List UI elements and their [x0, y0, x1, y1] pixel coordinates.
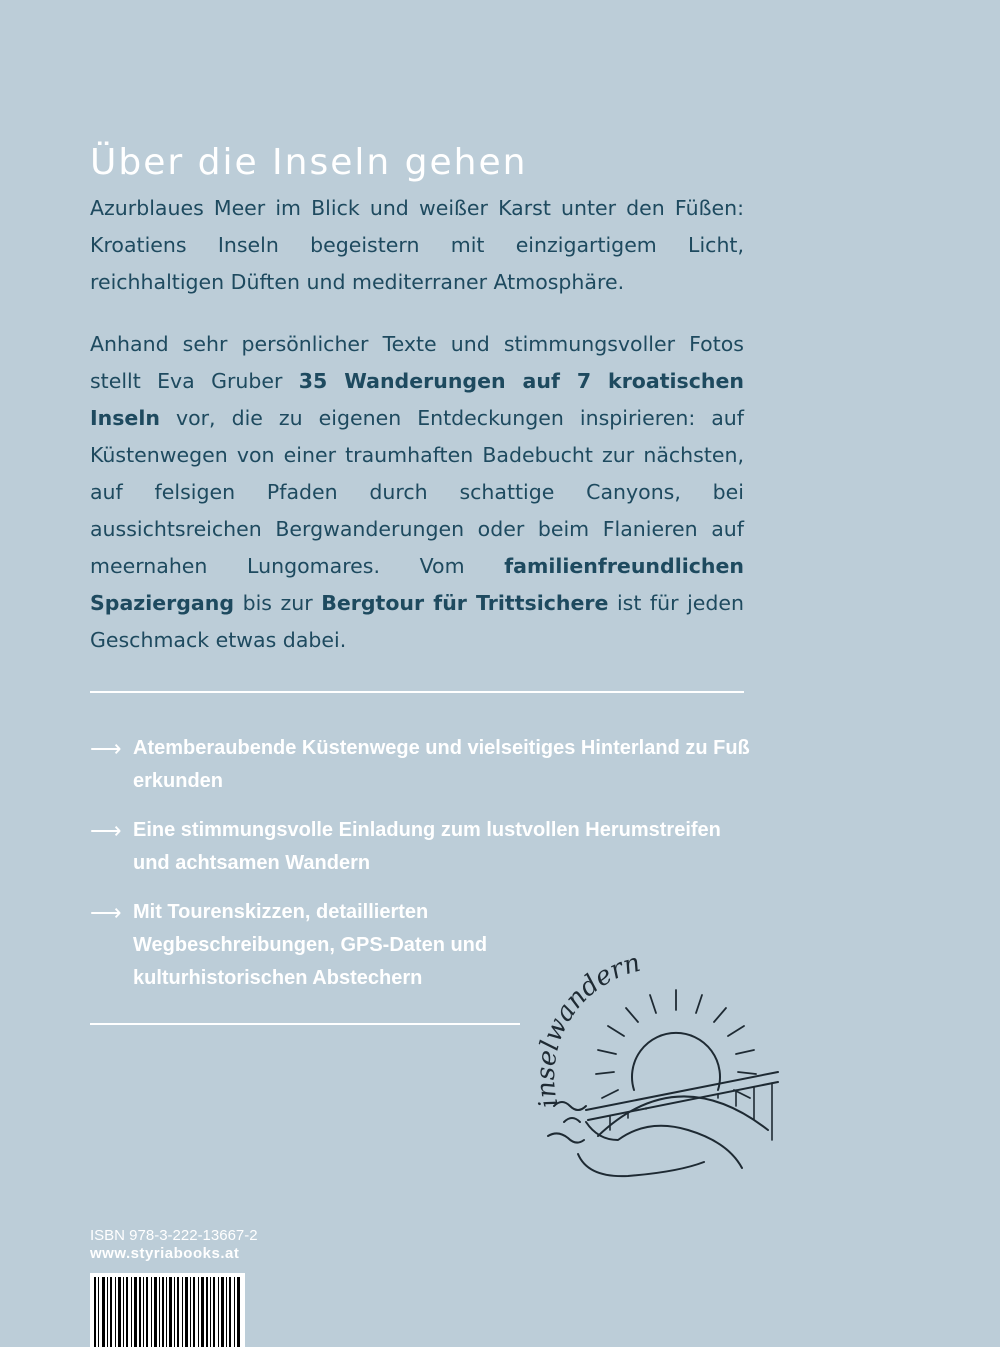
- highlight-family-walk: familienfreundlichen Spaziergang: [90, 554, 744, 615]
- arrow-right-icon: ⟶: [90, 736, 122, 761]
- feature-bullet-text: Atemberaubende Küstenwege und vielseitiges Hinterland zu Fuß erkunden: [133, 737, 750, 792]
- barcode-icon: [90, 1273, 245, 1347]
- divider-top: [90, 691, 744, 693]
- divider-bottom: [90, 1023, 520, 1025]
- logo-lettering: inselwandern: [531, 947, 644, 1111]
- arrow-right-icon: ⟶: [90, 900, 122, 925]
- description-text: ist für jeden Geschmack etwas dabei.: [90, 591, 745, 652]
- highlight-hike-count: 35 Wanderungen auf 7 kroatischen Inseln: [90, 369, 744, 430]
- intro-paragraph: Azurblaues Meer im Blick und weißer Karst unter den Füßen: Kroatiens Inseln begeistern mit einzigartigem Licht, reichhaltigen Düften und mediterraner Atmosphäre.: [90, 196, 744, 294]
- description-text: Anhand sehr persönlicher Texte und stimmungsvoller Fotos stellt Eva Gruber: [90, 332, 744, 393]
- description-text: vor, die zu eigenen Entdeckungen inspirieren: auf Küstenwegen von einer traumhaften Badebucht zur nächsten, auf felsigen Pfaden durch schattige Canyons, bei aussichtsreichen Bergwanderungen oder beim Flanieren auf meernahen Lungomares. Vom: [90, 406, 744, 578]
- feature-bullet: [90, 732, 750, 798]
- svg-text:inselwandern: [531, 948, 644, 1110]
- feature-bullet-text: Eine stimmungsvolle Einladung zum lustvollen Herumstreifen und achtsamen Wandern: [133, 819, 721, 874]
- feature-bullet: [90, 814, 750, 880]
- description-text: bis zur: [234, 591, 322, 615]
- feature-bullet-text: Mit Tourenskizzen, detaillierten Wegbeschreibungen, GPS-Daten und kulturhistorischen Abstechern: [133, 901, 488, 989]
- sun-bridge-logo-icon: [528, 940, 788, 1180]
- isbn-number: ISBN 978-3-222-13667-2: [90, 1227, 258, 1244]
- publisher-website: www.styriabooks.at: [90, 1245, 240, 1262]
- description-paragraph: [90, 326, 744, 659]
- highlight-mountain-tour: Bergtour für Trittsichere: [321, 591, 609, 615]
- page-title: Über die Inseln gehen: [90, 142, 528, 184]
- arrow-right-icon: ⟶: [90, 818, 122, 843]
